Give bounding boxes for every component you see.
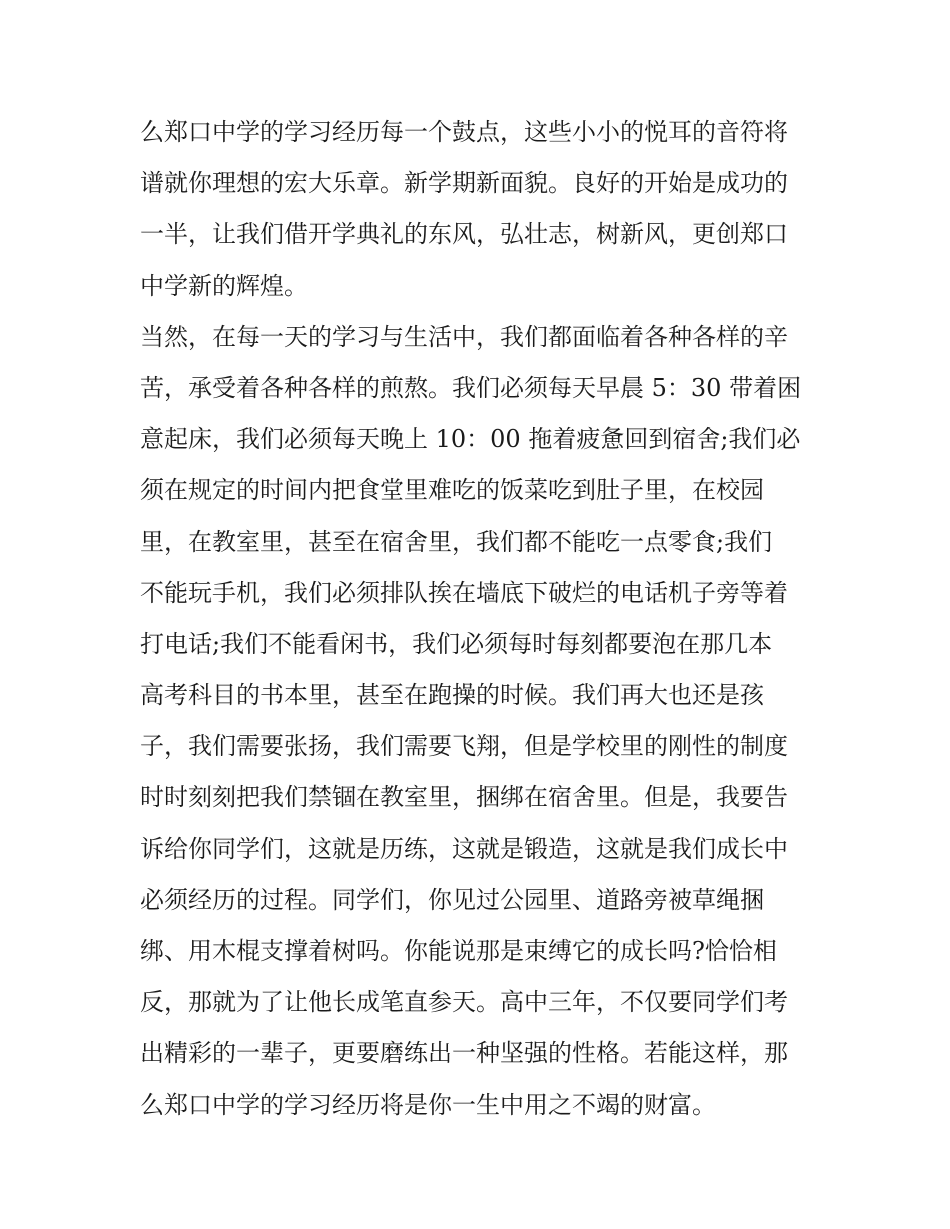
text-line: 一半，让我们借开学典礼的东风，弘壮志，树新风，更创郑口 [140,220,788,249]
text-line: 须在规定的时间内把食堂里难吃的饭菜吃到肚子里，在校园 [140,476,764,505]
text-line: 么郑口中学的学习经历将是你一生中用之不竭的财富。 [140,1090,716,1119]
text-line: 苦，承受着各种各样的煎熬。我们必须每天早晨 5：30 带着困 [140,373,802,402]
text-line: 时时刻刻把我们禁锢在教室里，捆绑在宿舍里。但是，我要告 [140,783,788,812]
text-line: 高考科目的书本里，甚至在跑操的时候。我们再大也还是孩 [140,681,764,710]
text-line: 意起床，我们必须每天晚上 10：00 拖着疲惫回到宿舍;我们必 [140,425,801,454]
text-line: 里，在教室里，甚至在宿舍里，我们都不能吃一点零食;我们 [140,527,773,556]
text-line: 出精彩的一辈子，更要磨练出一种坚强的性格。若能这样，那 [140,1039,788,1068]
text-line: 诉给你同学们，这就是历练，这就是锻造，这就是我们成长中 [140,834,788,863]
text-line: 不能玩手机，我们必须排队挨在墙底下破烂的电话机子旁等着 [140,578,788,607]
text-line: 打电话;我们不能看闲书，我们必须每时每刻都要泡在那几本 [140,629,773,658]
text-line: 绑、用木棍支撑着树吗。你能说那是束缚它的成长吗?恰恰相 [140,937,777,965]
text-line: 必须经历的过程。同学们，你见过公园里、道路旁被草绳捆 [140,885,764,914]
text-line: 当然，在每一天的学习与生活中，我们都面临着各种各样的辛 [140,322,788,351]
body-text [140,107,820,1131]
text-line: 中学新的辉煌。 [140,271,308,300]
text-line: 么郑口中学的学习经历每一个鼓点，这些小小的悦耳的音符将 [140,118,788,146]
text-line: 子，我们需要张扬，我们需要飞翔，但是学校里的刚性的制度 [140,732,788,761]
text-line: 谱就你理想的宏大乐章。新学期新面貌。良好的开始是成功的 [140,169,788,198]
text-line: 反，那就为了让他长成笔直参天。高中三年，不仅要同学们考 [140,988,788,1017]
